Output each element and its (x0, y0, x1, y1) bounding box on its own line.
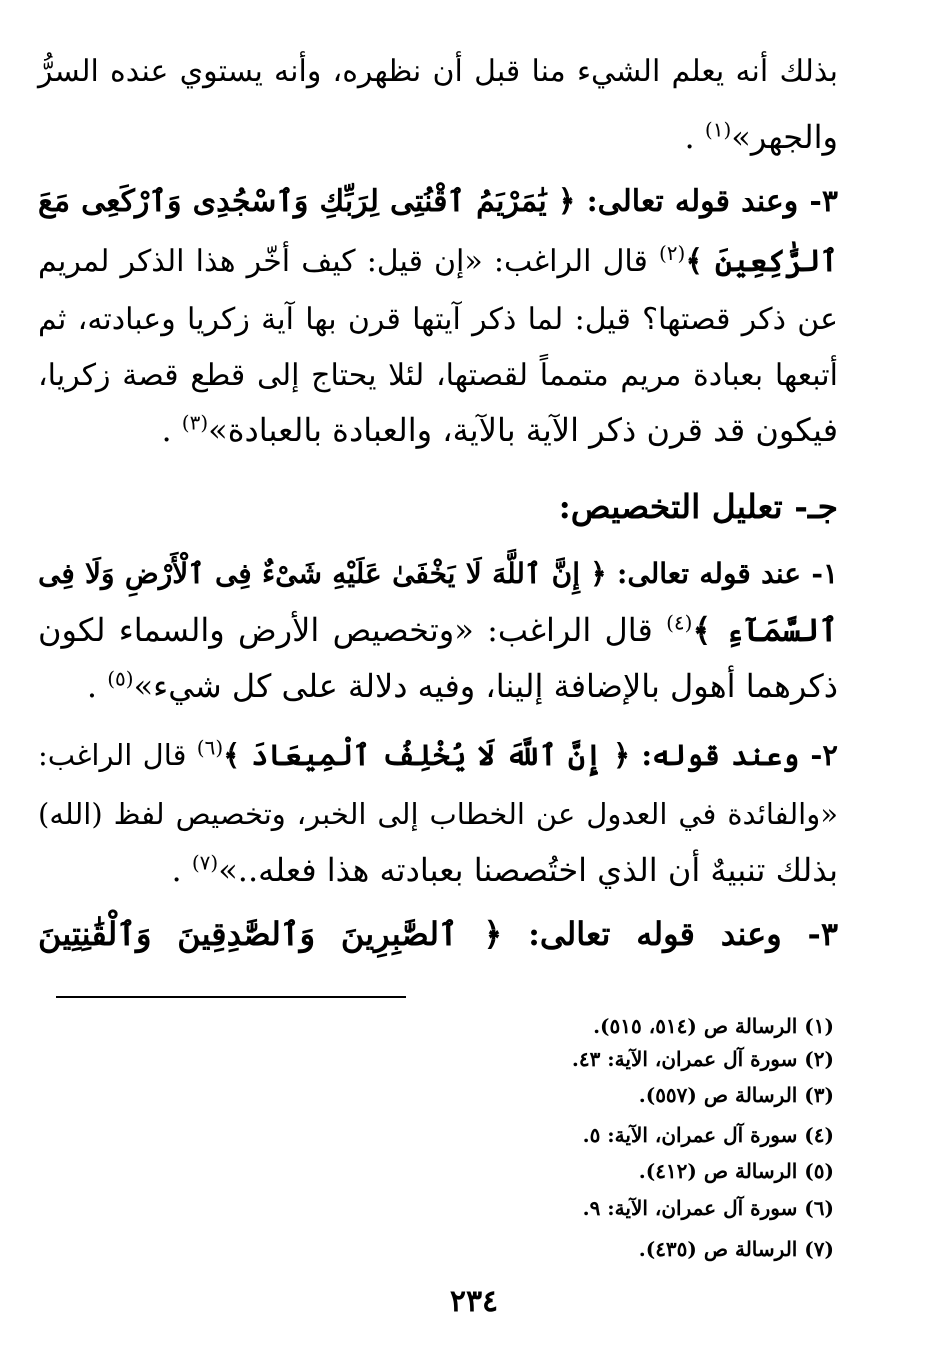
period: . (86, 667, 98, 705)
book-page (38, 0, 838, 1368)
footnote-1: (١) الرسالة ص (٥١٤، ٥١٥). (593, 1014, 834, 1038)
footnote-5: (٥) الرسالة ص (٤١٢). (638, 1159, 834, 1183)
body-line-9 (38, 608, 838, 652)
quran-verse-text: ٣- وعند قوله تعالى: ﴿ ٱلصَّٰبِرِينَ وَٱلصَّٰدِقِينَ وَٱلْقَٰنِتِينَ (38, 915, 838, 953)
body-line-10 (38, 664, 838, 708)
footnote-ref-2: (٢) (658, 241, 686, 265)
text-run: بذلك أنه يعلم الشيء منا قبل أن نظهره، وأنه يستوي عنده السرُّ (38, 54, 838, 89)
footnote-ref-3: (٣) (181, 410, 209, 435)
quran-verse-text: ٣- وعند قوله تعالى: ﴿ يَٰمَرْيَمُ ٱقْنُتِى لِرَبِّكِ وَٱسْجُدِى وَٱرْكَعِى مَعَ (38, 184, 838, 219)
period: . (684, 118, 695, 156)
quran-verse-text: ٱلسَّمَآءِ ﴾ (692, 611, 839, 649)
footnote-2: (٢) سورة آل عمران، الآية: ٤٣. (571, 1047, 834, 1071)
footnote-ref-5: (٥) (107, 666, 134, 691)
footnote-6: (٦) سورة آل عمران، الآية: ٩. (582, 1196, 834, 1220)
footnote-ref-1: (١) (704, 117, 732, 142)
body-line-3 (38, 180, 838, 224)
body-line-6 (38, 354, 838, 398)
text-run: قال الراغب: (38, 738, 197, 772)
body-line-5 (38, 298, 838, 342)
section-heading (38, 485, 838, 529)
page-number: ٢٣٤ (449, 1284, 499, 1319)
text-run: ذكرهما أهول بالإضافة إلينا، وفيه دلالة على كل شيء» (133, 667, 838, 705)
footnote-3: (٣) الرسالة ص (٥٥٧). (638, 1083, 834, 1107)
body-line-7 (38, 408, 838, 452)
body-line-2 (38, 115, 838, 159)
body-line-4 (38, 240, 838, 284)
body-line-8 (38, 552, 838, 596)
text-run: أتبعها بعبادة مريم متمماً لقصتها، لئلا يحتاج إلى قطع قصة زكريا، (38, 358, 838, 393)
footnote-4: (٤) سورة آل عمران، الآية: ٥. (582, 1123, 834, 1147)
quran-verse-text: ٱلرَّٰكِعِينَ ﴾ (685, 244, 839, 279)
quran-verse-text: ١- عند قوله تعالى: ﴿ إِنَّ ٱللَّهَ لَا يَخْفَىٰ عَلَيْهِ شَىْءٌ فِى ٱلْأَرْضِ وَلَا فِى (38, 557, 838, 590)
text-run: «والفائدة في العدول عن الخطاب إلى الخبر، وتخصيص لفظ (الله) (38, 797, 838, 831)
body-line-11 (38, 733, 838, 777)
heading-text: جـ- تعليل التخصيص: (558, 487, 838, 526)
footnote-ref-4: (٤) (666, 610, 693, 635)
quran-verse-text: ٢- وعند قوله: ﴿ إِنَّ ٱللَّهَ لَا يُخْلِفُ ٱلْمِيعَادَ ﴾ (223, 738, 838, 772)
body-line-1 (38, 50, 838, 94)
period: . (161, 411, 172, 449)
period: . (171, 851, 182, 889)
text-run: عن ذكر قصتها؟ قيل: لما ذكر آيتها قرن بها آية زكريا وعبادته، ثم (38, 302, 838, 337)
text-run: قال الراغب: «وتخصيص الأرض والسماء لكون (38, 611, 667, 649)
footnote-ref-7: (٧) (191, 850, 219, 875)
text-run: قال الراغب: «إن قيل: كيف أخّر هذا الذكر لمريم (38, 244, 659, 279)
footnote-separator (56, 996, 406, 998)
body-line-13 (38, 848, 838, 892)
footnote-ref-6: (٦) (196, 735, 224, 760)
text-run: بذلك تنبيهٌ أن الذي اختُصصنا بعبادته هذا فعله..» (218, 851, 838, 889)
text-run: فيكون قد قرن ذكر الآية بالآية، والعبادة بالعبادة» (208, 411, 838, 449)
text-run: والجهر» (731, 118, 838, 156)
footnote-7: (٧) الرسالة ص (٤٣٥). (638, 1237, 834, 1261)
body-line-12 (38, 792, 838, 836)
body-line-14 (38, 912, 838, 956)
